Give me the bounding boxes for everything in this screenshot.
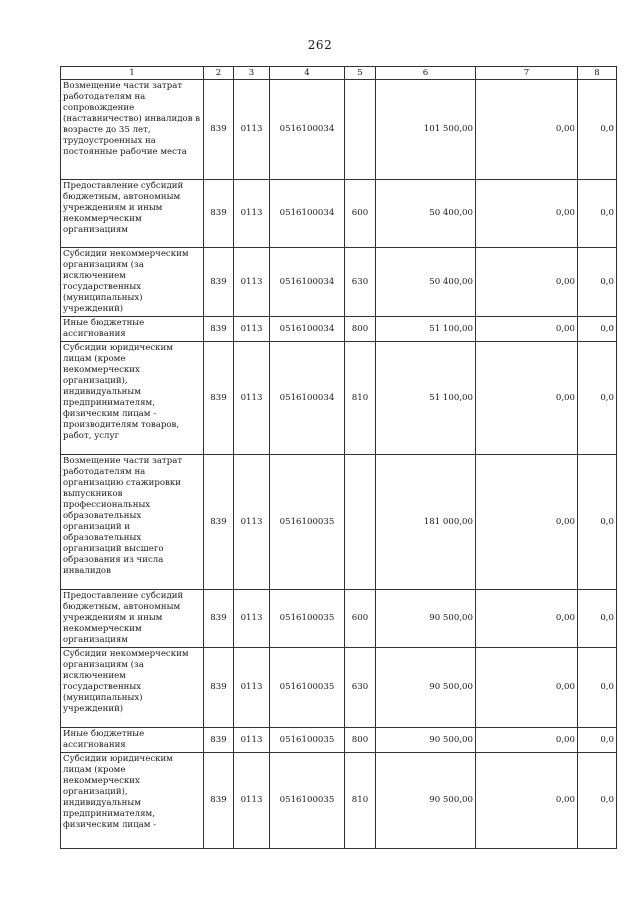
- row-rz-cell: 0113: [234, 248, 270, 317]
- row-gr-cell: 839: [204, 590, 234, 648]
- row-gr-cell: 839: [204, 317, 234, 342]
- row-sum3-cell: 0,0: [578, 590, 617, 648]
- row-sum3-cell: 0,0: [578, 248, 617, 317]
- row-rz-cell: 0113: [234, 342, 270, 455]
- budget-table: [60, 66, 617, 849]
- row-rz-cell: 0113: [234, 590, 270, 648]
- column-header: 8: [578, 67, 617, 80]
- row-csr-cell: 0516100034: [270, 248, 345, 317]
- row-vr-cell: [345, 455, 376, 590]
- row-csr-cell: 0516100034: [270, 80, 345, 180]
- row-sum3-cell: 0,0: [578, 180, 617, 248]
- table-row: [61, 590, 617, 648]
- row-sum2-cell: 0,00: [476, 342, 578, 455]
- column-header: 5: [345, 67, 376, 80]
- row-sum3-cell: 0,0: [578, 728, 617, 753]
- table-row: [61, 317, 617, 342]
- row-sum1-cell: 90 500,00: [376, 590, 476, 648]
- row-sum2-cell: 0,00: [476, 753, 578, 849]
- column-header: 7: [476, 67, 578, 80]
- row-sum1-cell: 101 500,00: [376, 80, 476, 180]
- row-rz-cell: 0113: [234, 753, 270, 849]
- row-name-cell: Иные бюджетные ассигнования: [61, 728, 204, 753]
- row-vr-cell: 810: [345, 342, 376, 455]
- row-sum1-cell: 50 400,00: [376, 248, 476, 317]
- row-sum1-cell: 90 500,00: [376, 648, 476, 728]
- column-header: 6: [376, 67, 476, 80]
- row-sum2-cell: 0,00: [476, 317, 578, 342]
- row-name-cell: Субсидии юридическим лицам (кроме некоммерческих организаций), индивидуальным предпринимателям, физическим лицам -: [61, 753, 204, 849]
- column-header-row: [61, 67, 617, 80]
- row-sum3-cell: 0,0: [578, 753, 617, 849]
- row-csr-cell: 0516100035: [270, 648, 345, 728]
- table-row: [61, 248, 617, 317]
- row-sum1-cell: 51 100,00: [376, 317, 476, 342]
- row-gr-cell: 839: [204, 753, 234, 849]
- row-vr-cell: 810: [345, 753, 376, 849]
- table-row: [61, 648, 617, 728]
- row-sum2-cell: 0,00: [476, 590, 578, 648]
- row-csr-cell: 0516100035: [270, 590, 345, 648]
- row-sum3-cell: 0,0: [578, 648, 617, 728]
- row-name-cell: Предоставление субсидий бюджетным, автономным учреждениям и иным некоммерческим организациям: [61, 590, 204, 648]
- row-csr-cell: 0516100034: [270, 342, 345, 455]
- row-rz-cell: 0113: [234, 317, 270, 342]
- row-name-cell: Иные бюджетные ассигнования: [61, 317, 204, 342]
- row-rz-cell: 0113: [234, 648, 270, 728]
- row-gr-cell: 839: [204, 80, 234, 180]
- row-vr-cell: 600: [345, 180, 376, 248]
- row-vr-cell: 630: [345, 648, 376, 728]
- row-gr-cell: 839: [204, 728, 234, 753]
- table-row: [61, 342, 617, 455]
- row-gr-cell: 839: [204, 248, 234, 317]
- row-vr-cell: 600: [345, 590, 376, 648]
- table-row: [61, 753, 617, 849]
- row-sum3-cell: 0,0: [578, 455, 617, 590]
- row-sum2-cell: 0,00: [476, 80, 578, 180]
- row-rz-cell: 0113: [234, 455, 270, 590]
- row-sum2-cell: 0,00: [476, 648, 578, 728]
- row-rz-cell: 0113: [234, 80, 270, 180]
- row-csr-cell: 0516100034: [270, 180, 345, 248]
- column-header: 4: [270, 67, 345, 80]
- row-vr-cell: 800: [345, 728, 376, 753]
- column-header: 2: [204, 67, 234, 80]
- row-sum3-cell: 0,0: [578, 342, 617, 455]
- row-sum2-cell: 0,00: [476, 180, 578, 248]
- row-name-cell: Предоставление субсидий бюджетным, автономным учреждениям и иным некоммерческим организациям: [61, 180, 204, 248]
- row-sum3-cell: 0,0: [578, 317, 617, 342]
- row-sum2-cell: 0,00: [476, 248, 578, 317]
- row-rz-cell: 0113: [234, 180, 270, 248]
- row-sum2-cell: 0,00: [476, 455, 578, 590]
- row-sum1-cell: 90 500,00: [376, 753, 476, 849]
- row-sum1-cell: 90 500,00: [376, 728, 476, 753]
- row-name-cell: Субсидии некоммерческим организациям (за исключением государственных (муниципальных) учреждений): [61, 648, 204, 728]
- row-vr-cell: [345, 80, 376, 180]
- table-row: [61, 80, 617, 180]
- row-gr-cell: 839: [204, 648, 234, 728]
- row-sum1-cell: 51 100,00: [376, 342, 476, 455]
- row-name-cell: Субсидии некоммерческим организациям (за исключением государственных (муниципальных) учреждений): [61, 248, 204, 317]
- column-header: 3: [234, 67, 270, 80]
- row-sum1-cell: 181 000,00: [376, 455, 476, 590]
- row-name-cell: Возмещение части затрат работодателям на организацию стажировки выпускников профессиональных образовательных организаций и образовательных организаций высшего образования из числа инвалидов: [61, 455, 204, 590]
- table-body: [61, 67, 617, 849]
- row-csr-cell: 0516100035: [270, 455, 345, 590]
- table-row: [61, 728, 617, 753]
- row-name-cell: Возмещение части затрат работодателям на сопровождение (наставничество) инвалидов в возрасте до 35 лет, трудоустроенных на постоянные рабочие места: [61, 80, 204, 180]
- row-csr-cell: 0516100035: [270, 753, 345, 849]
- row-gr-cell: 839: [204, 455, 234, 590]
- row-gr-cell: 839: [204, 180, 234, 248]
- row-vr-cell: 630: [345, 248, 376, 317]
- row-name-cell: Субсидии юридическим лицам (кроме некоммерческих организаций), индивидуальным предпринимателям, физическим лицам - производителям товаров, работ, услуг: [61, 342, 204, 455]
- row-csr-cell: 0516100034: [270, 317, 345, 342]
- row-sum3-cell: 0,0: [578, 80, 617, 180]
- row-rz-cell: 0113: [234, 728, 270, 753]
- column-header: 1: [61, 67, 204, 80]
- row-csr-cell: 0516100035: [270, 728, 345, 753]
- page-number: 262: [307, 38, 333, 52]
- table-row: [61, 455, 617, 590]
- row-gr-cell: 839: [204, 342, 234, 455]
- row-vr-cell: 800: [345, 317, 376, 342]
- row-sum2-cell: 0,00: [476, 728, 578, 753]
- row-sum1-cell: 50 400,00: [376, 180, 476, 248]
- table-row: [61, 180, 617, 248]
